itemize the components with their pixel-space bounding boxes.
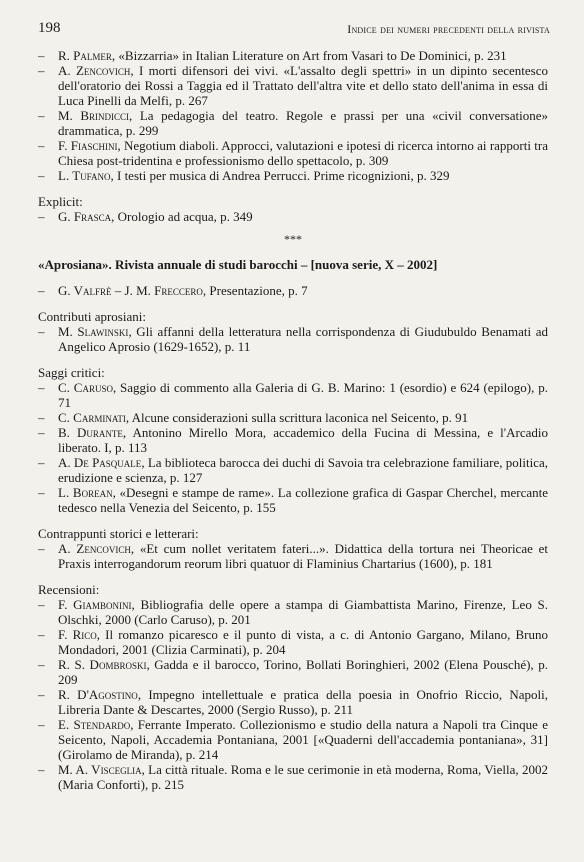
entry-title: , Ferrante Imperato. Collezionismo e studio della natura a Napoli tra Cinque e Seicento, Napoli, Accademia Pontaniana, 2001 [«Quaderni dell'accademia pontaniana», 31] (Girolamo de Miranda), p. 214 [58,717,548,762]
entry-author: M. Slawinski [58,324,129,339]
entry-list [38,597,548,792]
entry-title: , Il romanzo picaresco e il punto di vista, a c. di Antonio Gargano, Milano, Bruno Mondadori, 2001 (Clizia Carminati), p. 204 [58,627,548,657]
entry-title: , Presentazione, p. 7 [202,283,308,298]
entry-title: , Orologio ad acqua, p. 349 [111,209,253,224]
section-heading-explicit: Explicit: [38,194,83,209]
entry-title: , I morti difensori dei vivi. «L'assalto degli spettri» in un dipinto secentesco dell'oratorio dei Rossi a Taggia ed il Trattato dell'altra vite et dello stato dell'anima in essa di Luca Pinelli da Melfi, p. 267 [58,63,549,108]
index-entry [38,597,548,627]
entry-author: B. Durante [58,425,123,440]
entry-title: , La città rituale. Roma e le sue cerimonie in età moderna, Roma, Viella, 2002 (Maria Conforti), p. 215 [58,762,548,792]
section-heading-saggi: Saggi critici: [38,365,105,380]
index-entry [38,48,548,63]
section-heading-recensioni: Recensioni: [38,582,100,597]
entry-title: , Impegno intellettuale e pratica della poesia in Onofrio Riccio, Napoli, Libreria Dante & Descartes, 2000 (Sergio Russo), p. 211 [58,687,548,717]
index-entry [38,380,548,410]
entry-list [38,48,548,183]
entry-author: C. Carminati [58,410,126,425]
entry-title: , Bibliografia delle opere a stampa di Giambattista Marino, Firenze, Leo S. Olschki, 2000 (Carlo Caruso), p. 201 [58,597,548,627]
index-entry [38,717,548,762]
entry-title: , Negotium diaboli. Approcci, valutazioni e ipotesi di ricerca intorno ai rapporti tra Chiesa post-tridentina e professionismo dello spettacolo, p. 309 [58,138,548,168]
entry-title: , La biblioteca barocca dei duchi di Savoia tra celebrazione familiare, politica, erudizione e scienza, p. 127 [58,455,548,485]
index-entry [38,108,548,138]
entry-author: G. Valfrè – J. M. Freccero [58,283,203,298]
index-entry [38,324,548,354]
section-heading-contributi: Contributi aprosiani: [38,309,146,324]
entry-author: R. Palmer [58,48,112,63]
entry-author: A. Zencovich [58,63,131,78]
index-entry [38,410,548,425]
entry-author: F. Rico [58,627,97,642]
entry-list [38,283,548,298]
entry-title: , «Bizzarria» in Italian Literature on Art from Vasari to De Dominici, p. 231 [111,48,507,63]
running-head: Indice dei numeri precedenti della rivista [347,22,550,36]
entry-author: A. De Pasquale [58,455,142,470]
index-entry [38,138,548,168]
entry-author: L. Tufano [58,168,111,183]
entry-title: , Antonino Mirello Mora, accademico della Fucina di Messina, e l'Arcadio liberato. I, p. 113 [58,425,548,455]
section-heading-contrappunti: Contrappunti storici e letterari: [38,526,199,541]
entry-list [38,541,548,571]
entry-author: R. D'Agostino [58,687,138,702]
entry-author: F. Fiaschini [58,138,118,153]
entry-title: , Saggio di commento alla Galeria di G. B. Marino: 1 (esordio) e 624 (epilogo), p. 71 [58,380,548,410]
index-entry [38,541,548,571]
index-content [38,48,548,792]
index-entry [38,209,548,224]
entry-author: E. Stendardo [58,717,131,732]
entry-list [38,380,548,515]
index-entry [38,687,548,717]
index-entry [38,762,548,792]
entry-author: M. Brindicci [58,108,130,123]
journal-title: «Aprosiana». Rivista annuale di studi barocchi – [nuova serie, X – 2002] [38,257,438,272]
entry-title: , Gadda e il barocco, Torino, Bollati Boringhieri, 2002 (Elena Pousché), p. 209 [58,657,548,687]
entry-author: L. Borean [58,485,113,500]
entry-title: , I testi per musica di Andrea Perrucci. Prime ricognizioni, p. 329 [110,168,450,183]
entry-author: A. Zencovich [58,541,131,556]
page-number: 198 [38,20,61,36]
entry-list [38,324,548,354]
entry-title: , Gli affanni della letteratura nella corrispondenza di Giudubuldo Benamati ad Angelico Aprosio (1629-1652), p. 11 [58,324,548,354]
index-entry [38,63,548,108]
entry-author: F. Giambonini [58,597,132,612]
index-entry [38,627,548,657]
entry-author: R. S. Dombroski [58,657,147,672]
entry-title: , Alcune considerazioni sulla scrittura laconica nel Seicento, p. 91 [125,410,469,425]
index-entry [38,657,548,687]
section-separator: *** [284,232,302,246]
index-entry [38,168,548,183]
entry-author: G. Frasca [58,209,112,224]
entry-title: , «Desegni e stampe de rame». La collezione grafica di Gaspar Cherchel, mercante tedesco nella Venezia del Seicento, p. 155 [58,485,548,515]
entry-list [38,209,548,224]
entry-author: M. A. Visceglia [58,762,142,777]
entry-title: , «Et cum nollet veritatem fateri...». Didattica della tortura nei Theoricae et Praxis interrogandorum reorum libri quatuor di Flaminius Chartarius (1600), p. 181 [58,541,549,571]
entry-author: C. Caruso [58,380,113,395]
entry-title: , La pedagogia del teatro. Regole e prassi per una «civil conversatione» drammatica, p. 299 [58,108,548,138]
index-entry [38,455,548,485]
index-entry [38,283,548,298]
index-entry [38,425,548,455]
index-entry [38,485,548,515]
